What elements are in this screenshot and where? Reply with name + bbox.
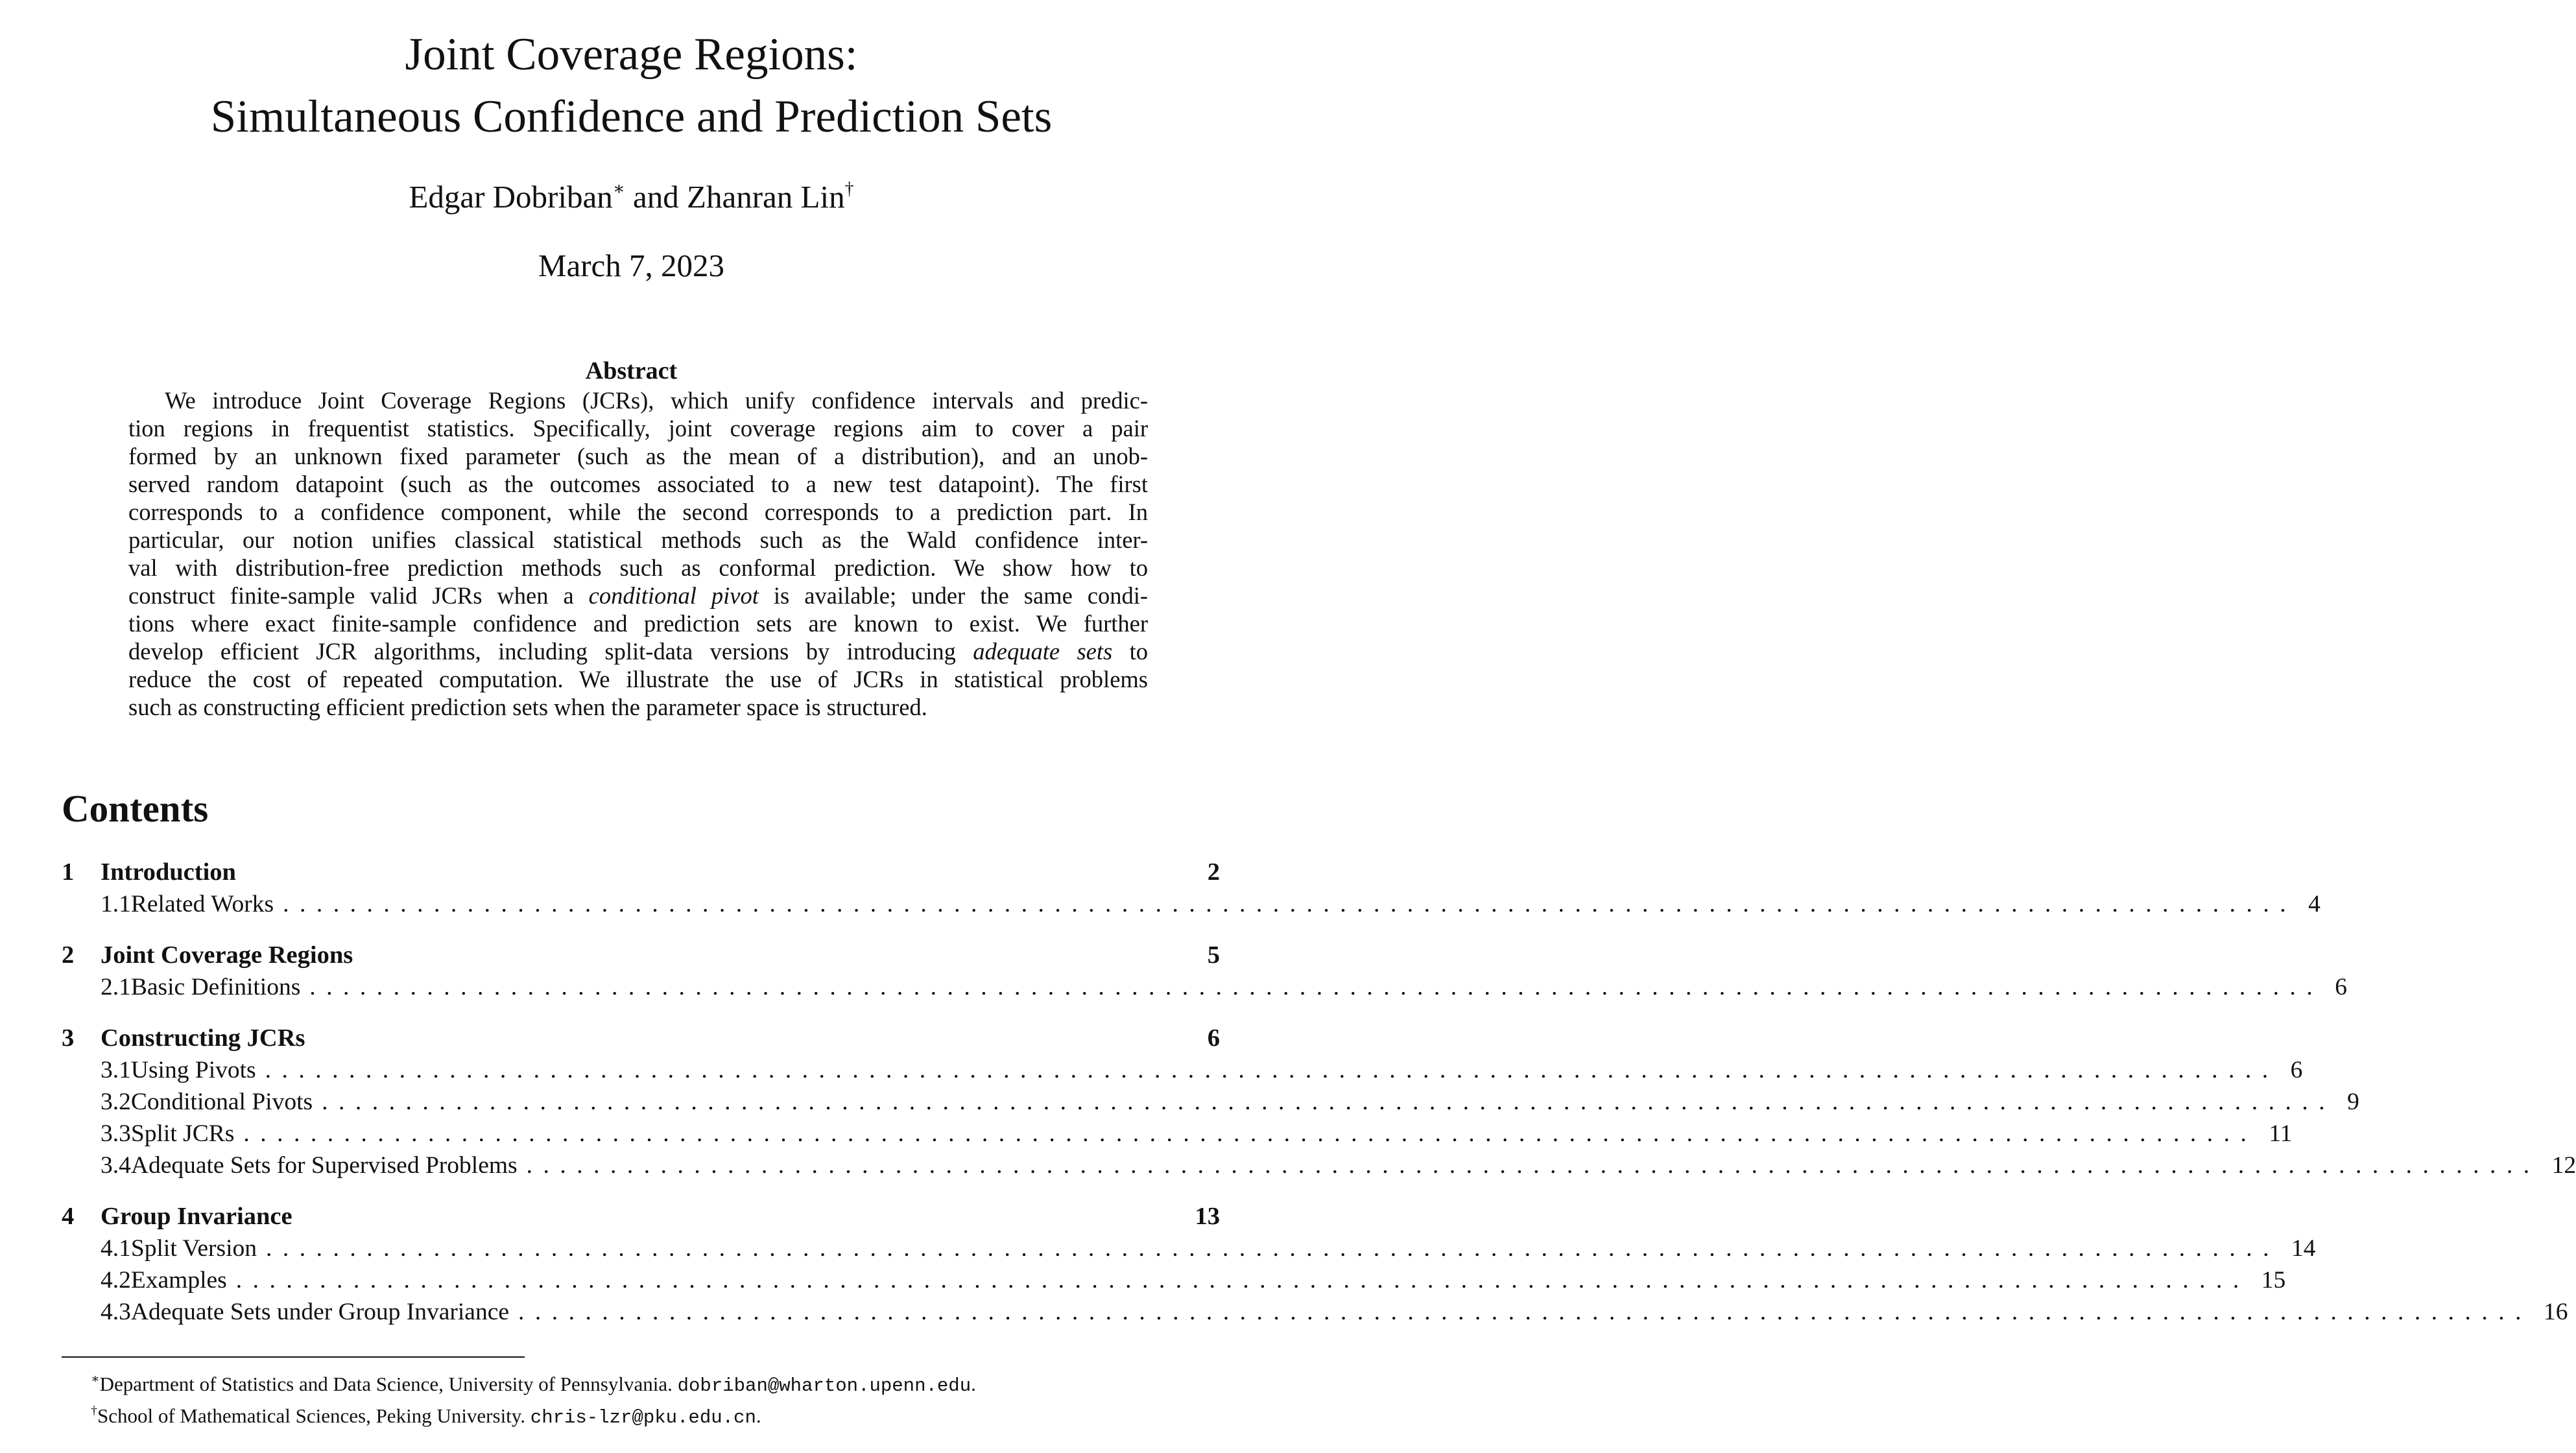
toc-section-title: Constructing JCRs — [101, 1024, 305, 1052]
abstract-line: formed by an unknown fixed parameter (such as the mean of a distribution), and an unob- — [128, 443, 1148, 469]
toc-section-entry[interactable] — [62, 856, 1220, 888]
toc-dot-leader: ........................................................................................................................ — [322, 1089, 2336, 1115]
abstract-line: reduce the cost of repeated computation. We illustrate the use of JCRs in statistical problems — [128, 666, 1148, 692]
footnote-text: Department of Statistics and Data Science, University of Pennsylvania. — [99, 1373, 678, 1395]
abstract-line: val with distribution-free prediction methods such as conformal prediction. We show how to — [128, 554, 1148, 581]
toc-section — [62, 856, 2320, 920]
toc-section-number: 3 — [62, 1024, 75, 1052]
toc-subsection-title: Adequate Sets under Group Invariance — [130, 1299, 509, 1325]
toc-section-page: 6 — [1207, 1024, 1220, 1052]
footnote-mark: † — [91, 1404, 97, 1418]
toc-section-number: 2 — [62, 941, 75, 969]
toc-subsection-number: 1.1 — [101, 891, 131, 917]
table-of-contents — [62, 856, 2576, 1347]
toc-subsection-number: 3.1 — [101, 1057, 131, 1083]
toc-section — [62, 1200, 2568, 1328]
toc-section-entry[interactable] — [62, 1200, 1220, 1233]
author-conjunction: and — [625, 179, 687, 215]
footnote — [91, 1367, 976, 1399]
footnote-mark: ∗ — [612, 179, 625, 199]
abstract-line: corresponds to a confidence component, while the second corresponds to a prediction part. In — [128, 499, 1148, 525]
toc-subsection-page: 6 — [2335, 974, 2348, 1000]
toc-subsection-number: 2.1 — [101, 974, 131, 1000]
toc-subsection-page: 16 — [2544, 1299, 2568, 1325]
toc-dot-leader: ........................................................................................................................ — [235, 1267, 2250, 1294]
toc-section-number: 1 — [62, 858, 75, 886]
toc-subsection-title: Adequate Sets for Supervised Problems — [130, 1152, 518, 1179]
title-line-1: Joint Coverage Regions: — [405, 29, 858, 80]
toc-section — [62, 1022, 2576, 1181]
toc-section-page: 5 — [1207, 941, 1220, 969]
author-name: Zhanran Lin — [687, 179, 845, 215]
toc-section-title: Introduction — [101, 858, 236, 886]
abstract-line: tion regions in frequentist statistics. Specifically, joint coverage regions aim to cover a pair — [128, 415, 1148, 442]
abstract-line: particular, our notion unifies classical statistical methods such as the Wald confidence inter- — [128, 526, 1148, 553]
toc-subsection-number: 3.3 — [101, 1120, 131, 1147]
toc-subsection-page: 9 — [2347, 1089, 2359, 1115]
toc-subsection-page: 15 — [2261, 1267, 2286, 1294]
toc-subsection-title: Conditional Pivots — [130, 1089, 313, 1115]
abstract-line: We introduce Joint Coverage Regions (JCRs), which unify confidence intervals and predic- — [165, 387, 1148, 414]
abstract-text: develop efficient JCR algorithms, including split-data versions by introducing — [128, 638, 973, 665]
abstract-text: is available; under the same condi- — [758, 582, 1149, 609]
toc-subsection-page: 6 — [2290, 1057, 2303, 1083]
abstract-text: to — [1112, 638, 1148, 665]
author-email-link[interactable]: chris-lzr@pku.edu.cn — [530, 1407, 756, 1428]
toc-section-entry[interactable] — [62, 939, 1220, 971]
toc-subsection-entry[interactable] — [62, 1296, 2568, 1328]
toc-subsection-page: 12 — [2551, 1152, 2576, 1179]
toc-dot-leader: ........................................................................................................................ — [283, 891, 2297, 917]
toc-section-title: Group Invariance — [101, 1203, 292, 1230]
toc-subsection-number: 4.3 — [101, 1299, 131, 1325]
toc-subsection-entry[interactable] — [62, 888, 2320, 920]
abstract-line — [128, 582, 1148, 609]
toc-subsection-entry[interactable] — [62, 1118, 2293, 1150]
toc-section-entry[interactable] — [62, 1022, 1220, 1054]
author-email-link[interactable]: dobriban@wharton.upenn.edu — [677, 1375, 972, 1397]
toc-subsection-title: Examples — [130, 1267, 227, 1294]
toc-subsection-number: 3.4 — [101, 1152, 131, 1179]
toc-subsection-entry[interactable] — [62, 971, 2348, 1003]
abstract-emphasis: adequate sets — [973, 638, 1113, 665]
toc-subsection-entry[interactable] — [62, 1086, 2359, 1118]
footnote-mark: ∗ — [91, 1372, 100, 1386]
contents-heading: Contents — [62, 787, 209, 830]
abstract-text: construct finite-sample valid JCRs when a — [128, 582, 589, 609]
toc-subsection-title: Split JCRs — [130, 1120, 235, 1147]
toc-subsection-page: 14 — [2291, 1235, 2316, 1262]
abstract-body — [128, 386, 1148, 721]
footnote-end: . — [971, 1373, 976, 1395]
toc-section — [62, 939, 2348, 1003]
toc-section-page: 13 — [1195, 1203, 1220, 1230]
toc-subsection-title: Related Works — [130, 891, 274, 917]
toc-subsection-number: 4.1 — [101, 1235, 131, 1262]
abstract-line: served random datapoint (such as the outcomes associated to a new test datapoint). The first — [128, 471, 1148, 497]
abstract-heading: Abstract — [585, 357, 678, 384]
toc-subsection-page: 4 — [2308, 891, 2320, 917]
footnote-mark: † — [844, 179, 854, 199]
footnotes — [91, 1367, 976, 1430]
toc-dot-leader: ........................................................................................................................ — [526, 1152, 2540, 1179]
toc-dot-leader: ........................................................................................................................ — [266, 1235, 2280, 1262]
toc-subsection-entry[interactable] — [62, 1150, 2576, 1181]
title-line-2: Simultaneous Confidence and Prediction Sets — [210, 91, 1053, 142]
footnote-divider — [62, 1356, 525, 1358]
footnote-text: School of Mathematical Sciences, Peking University. — [97, 1404, 531, 1427]
toc-subsection-entry[interactable] — [62, 1233, 2316, 1264]
toc-subsection-number: 4.2 — [101, 1267, 131, 1294]
toc-subsection-title: Split Version — [130, 1235, 257, 1262]
footnote-end: . — [756, 1404, 761, 1427]
toc-subsection-entry[interactable] — [62, 1054, 2303, 1086]
paper-title — [0, 23, 1263, 148]
toc-section-title: Joint Coverage Regions — [101, 941, 353, 969]
abstract-emphasis: conditional pivot — [588, 582, 759, 609]
toc-dot-leader: ........................................................................................................................ — [518, 1299, 2532, 1325]
toc-subsection-page: 11 — [2269, 1120, 2293, 1147]
toc-dot-leader: ........................................................................................................................ — [309, 974, 2324, 1000]
toc-subsection-number: 3.2 — [101, 1089, 131, 1115]
toc-dot-leader: ........................................................................................................................ — [243, 1120, 2258, 1147]
author-list — [0, 170, 1263, 217]
toc-section-number: 4 — [62, 1203, 75, 1230]
abstract-line: such as constructing efficient prediction sets when the parameter space is structured. — [128, 694, 927, 720]
author-name: Edgar Dobriban — [409, 179, 613, 215]
abstract-line — [128, 637, 1148, 665]
toc-subsection-entry[interactable] — [62, 1264, 2286, 1296]
toc-dot-leader: ........................................................................................................................ — [265, 1057, 2279, 1083]
abstract-line: tions where exact finite-sample confidence and prediction sets are known to exist. We further — [128, 610, 1148, 637]
publication-date: March 7, 2023 — [538, 248, 725, 283]
footnote — [91, 1399, 976, 1430]
toc-subsection-title: Using Pivots — [130, 1057, 256, 1083]
toc-subsection-title: Basic Definitions — [130, 974, 301, 1000]
toc-section-page: 2 — [1207, 858, 1220, 886]
